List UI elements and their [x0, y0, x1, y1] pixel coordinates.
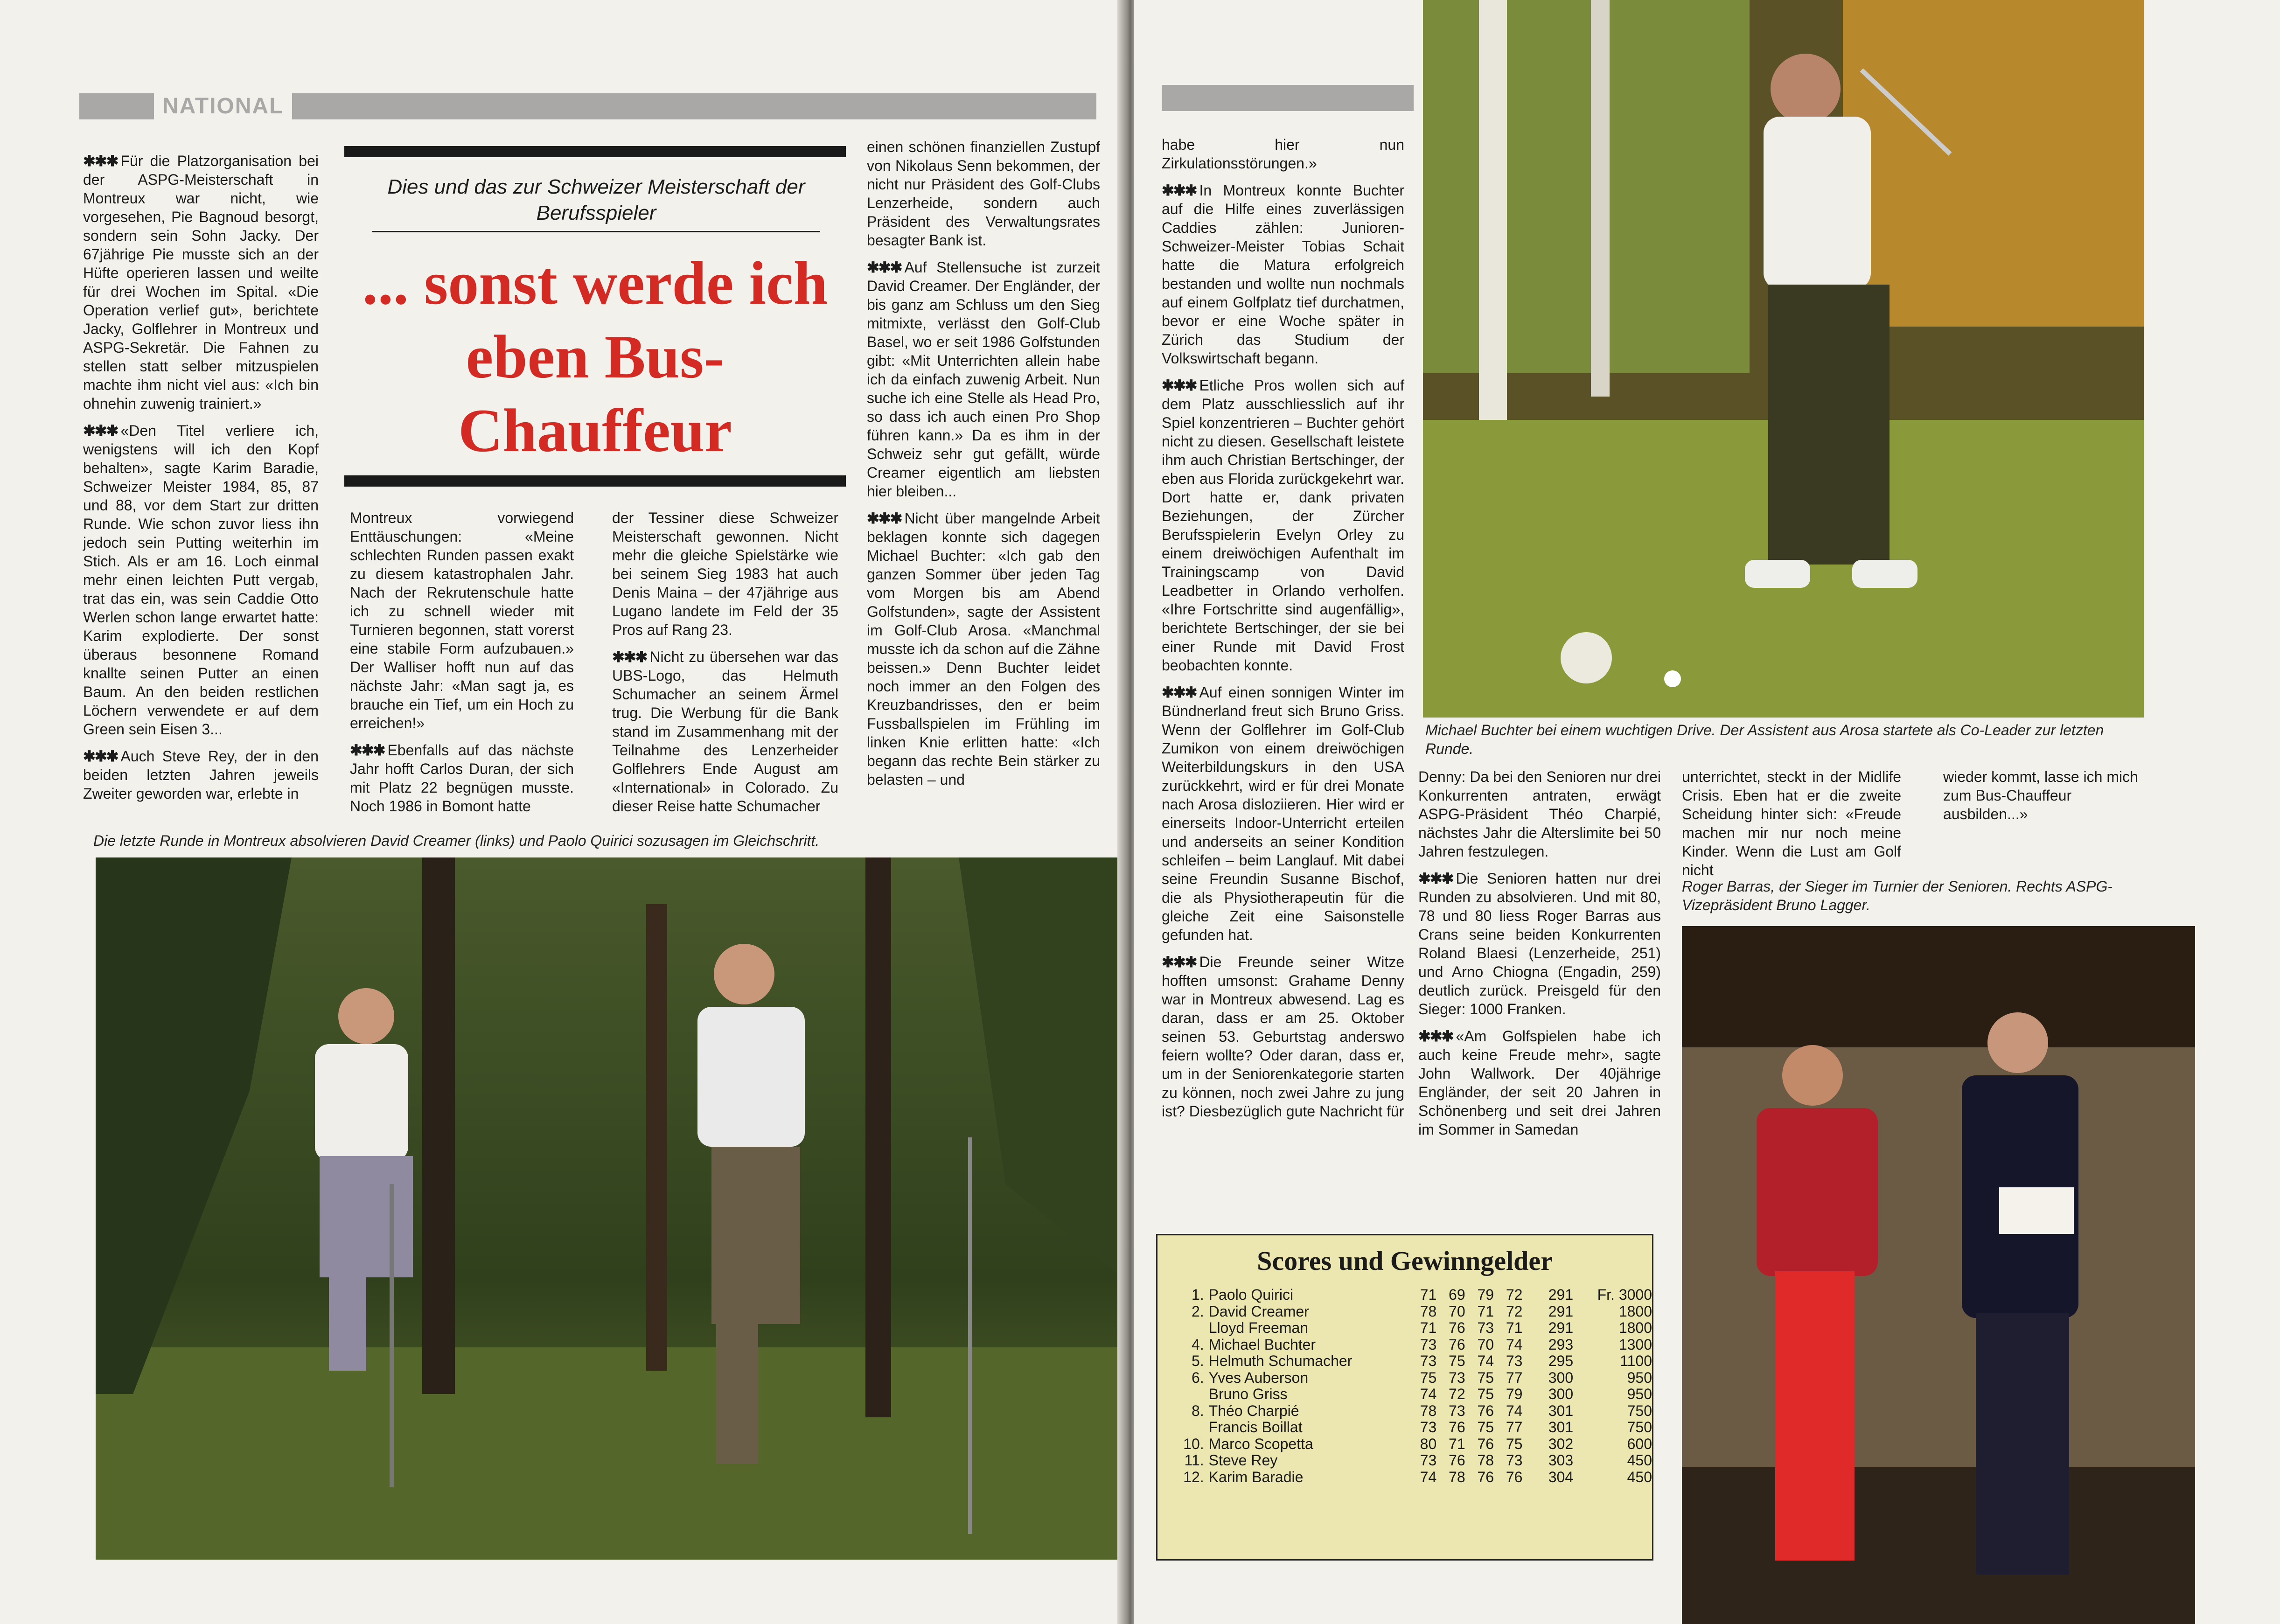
score-cell-total: 301	[1548, 1402, 1574, 1419]
score-cell-r2: 70	[1449, 1303, 1465, 1320]
score-cell-rank: 4.	[1191, 1336, 1204, 1353]
article-column-2	[1418, 767, 1661, 1147]
score-cell-r4: 76	[1506, 1468, 1523, 1485]
right-page	[1134, 0, 2280, 1624]
paragraph: ✱✱✱ In Montreux konnte Buchter auf die Hilfe eines zuverlässigen Caddies zählen: Junioren-Schweizer-Meister Tobias Schait hatte die Matura erfolgreich bestanden und wollte nun nochmals auf einem Golfplatz tief durchatmen, bevor er eine Woche später in Zürich das Studium der Volkswirtschaft begann.	[1162, 182, 1404, 367]
paragraph: ✱✱✱ «Am Golfspielen habe ich auch keine Freude mehr», sagte John Wallwork. Der 40jährige Engländer, der seit 20 Jahren in Schönenberg und seit drei Jahren im Sommer in Samedan	[1418, 1028, 1661, 1138]
paragraph: wieder kommt, lasse ich mich zum Bus-Chauffeur ausbilden...»	[1943, 768, 2138, 822]
article-column-2	[350, 509, 574, 824]
paragraph: der Tessiner diese Schweizer Meisterschaft gewonnen. Nicht mehr die gleiche Spielstärke wie bei seinem Sieg 1983 hat auch Denis Maina – der 47jährige aus Lugano landete im Feld der 35 Pros auf Rang 23.	[612, 509, 838, 638]
golfer-drive-illustration	[1423, 0, 2144, 718]
table-row	[1176, 1403, 1652, 1420]
kicker: Dies und das zur Schweizer Meisterschaft der Berufsspieler	[387, 175, 805, 224]
score-cell-r1: 71	[1420, 1319, 1437, 1336]
score-cell-r3: 75	[1477, 1369, 1494, 1386]
paragraph: ✱✱✱ Für die Platzorganisation bei der ASPG-Meisterschaft in Montreux war nicht, wie vorgesehen, Pie Bagnoud besorgt, sondern sein Sohn Jacky. Der 67jährige Pie musste sich an der Hüfte operieren lassen und weilte für drei Wochen im Spital. «Die Operation verlief gut», berichtete Jacky, Golflehrer in Montreux und ASPG-Sekretär. Die Fahnen zu stellen statt selber mitzuspielen machte ihm nicht viel aus: «Ich bin ohnehin zuwenig trainiert.»	[83, 153, 319, 412]
score-cell-name: Théo Charpié	[1208, 1402, 1299, 1419]
score-cell-prize: 600	[1627, 1435, 1652, 1452]
table-row	[1176, 1469, 1652, 1486]
score-cell-r2: 76	[1449, 1452, 1465, 1469]
left-page	[0, 0, 1127, 1624]
score-cell-total: 301	[1548, 1419, 1574, 1436]
paragraph: ✱✱✱ Ebenfalls auf das nächste Jahr hofft Carlos Duran, der sich mit Platz 22 begnügen musste. Noch 1986 in Bomont hatte	[350, 742, 574, 815]
score-cell-prize: 1800	[1618, 1303, 1652, 1320]
score-cell-r1: 73	[1420, 1452, 1437, 1469]
score-cell-r4: 73	[1506, 1452, 1523, 1469]
article-column-1	[1162, 135, 1404, 1129]
score-cell-r4: 79	[1506, 1386, 1523, 1402]
score-cell-prize: Fr. 3000	[1597, 1286, 1652, 1303]
score-cell-r1: 73	[1420, 1352, 1437, 1369]
score-cell-name: Paolo Quirici	[1208, 1286, 1294, 1303]
score-cell-rank: 8.	[1191, 1402, 1204, 1419]
score-cell-total: 291	[1548, 1286, 1574, 1303]
score-cell-r3: 71	[1477, 1303, 1494, 1320]
score-cell-r1: 78	[1420, 1303, 1437, 1320]
score-cell-name: Lloyd Freeman	[1208, 1319, 1309, 1336]
table-row	[1176, 1386, 1652, 1403]
score-cell-r4: 72	[1506, 1286, 1523, 1303]
score-cell-r1: 74	[1420, 1468, 1437, 1485]
score-cell-prize: 1300	[1618, 1336, 1652, 1353]
score-cell-total: 303	[1548, 1452, 1574, 1469]
score-cell-r4: 74	[1506, 1336, 1523, 1353]
score-cell-rank: 6.	[1191, 1369, 1204, 1386]
paragraph-marker-icon: ✱✱✱	[1418, 870, 1453, 887]
article-column-1	[83, 152, 319, 811]
score-cell-r1: 78	[1420, 1402, 1437, 1419]
table-row	[1176, 1337, 1652, 1353]
article-column-4	[867, 138, 1100, 797]
score-cell-r4: 77	[1506, 1369, 1523, 1386]
table-row	[1176, 1436, 1652, 1453]
score-cell-r2: 76	[1449, 1319, 1465, 1336]
score-cell-r4: 73	[1506, 1352, 1523, 1369]
score-cell-prize: 1100	[1620, 1352, 1652, 1369]
score-cell-r4: 72	[1506, 1303, 1523, 1320]
score-cell-r3: 79	[1477, 1286, 1494, 1303]
score-cell-r3: 78	[1477, 1452, 1494, 1469]
paragraph: ✱✱✱ Auf einen sonnigen Winter im Bündnerland freut sich Bruno Griss. Wenn der Golflehrer im Golf-Club Zumikon von einem dreiwöchigen Weiterbildungskurs in den USA zurückkehrt, wird er für drei Monate nach Arosa disloziieren. Hier wird er einerseits Indoor-Unterricht erteilen und anderseits an seiner Kondition schleifen – beim Langlauf. Mit dabei seine Freundin Susanne Bischof, die als Physiotherapeutin für die gleiche Zeit eine Saisonstelle gefunden hat.	[1162, 684, 1404, 943]
score-cell-r4: 74	[1506, 1402, 1523, 1419]
score-cell-r1: 73	[1420, 1419, 1437, 1436]
score-cell-name: Bruno Griss	[1208, 1386, 1288, 1402]
photo-caption-bottom: Roger Barras, der Sieger im Turnier der Senioren. Rechts ASPG-Vizepräsident Bruno Lagger.	[1682, 878, 2113, 913]
golfers-illustration	[96, 857, 1122, 1560]
score-cell-rank: 2.	[1191, 1303, 1204, 1320]
headline-rule-bottom	[344, 475, 846, 487]
article-column-4	[1943, 767, 2153, 832]
score-cell-r2: 71	[1449, 1435, 1465, 1452]
photo-caption-top: Michael Buchter bei einem wuchtigen Drive. Der Assistent aus Arosa startete als Co-Leader zur letzten Runde.	[1425, 722, 2104, 757]
scores-table-body	[1176, 1287, 1652, 1485]
score-cell-rank: 12.	[1183, 1468, 1204, 1485]
paragraph: unterrichtet, steckt in der Midlife Crisis. Eben hat er die zweite Scheidung hinter sich: «Freude machen mir nur noch meine Kinder. Wenn die Lust am Golf nicht	[1682, 768, 1901, 878]
score-cell-name: Michael Buchter	[1208, 1336, 1316, 1353]
score-cell-rank	[1176, 1419, 1209, 1436]
paragraph: habe hier nun Zirkulationsstörungen.»	[1162, 136, 1404, 172]
score-cell-rank: 5.	[1191, 1352, 1204, 1369]
score-cell-total: 291	[1548, 1303, 1574, 1320]
score-cell-r2: 73	[1449, 1402, 1465, 1419]
paragraph: ✱✱✱ Die Senioren hatten nur drei Runden zu absolvieren. Und mit 80, 78 und 80 liess Roger Barras aus Crans seine beiden Konkurrenten Roland Blaesi (Lenzerheide, 251) und Arno Chiogna (Engadin, 259) deutlich zurück. Preisgeld für den Sieger: 1000 Franken.	[1418, 870, 1661, 1018]
paragraph: ✱✱✱ Auch Steve Rey, der in den beiden letzten Jahren jeweils Zweiter geworden war, erlebte in	[83, 748, 319, 802]
score-cell-prize: 750	[1627, 1402, 1652, 1419]
score-cell-total: 293	[1548, 1336, 1574, 1353]
score-cell-prize: 750	[1627, 1419, 1652, 1436]
score-cell-r4: 71	[1506, 1319, 1523, 1336]
tee-marker	[1561, 632, 1612, 683]
article-column-3	[612, 509, 838, 824]
score-cell-rank: 10.	[1183, 1435, 1204, 1452]
kicker-rule	[372, 231, 820, 232]
paragraph: ✱✱✱ Die Freunde seiner Witze hofften umsonst: Grahame Denny war in Montreux abwesend. Lag es daran, dass er am 25. Oktober seinen 53. Geburtstag anderswo feiern wollte? Oder daran, dass er, um in der Seniorenkategorie starten zu können, noch zwei Jahre zu jung ist? Diesbezüglich gute Nachricht für	[1162, 954, 1404, 1120]
score-cell-r3: 73	[1477, 1319, 1494, 1336]
score-cell-r1: 80	[1420, 1435, 1437, 1452]
paragraph: Montreux vorwiegend Enttäuschungen: «Meine schlechten Runden passen exakt zu diesem katastrophalen Jahr. Nach der Rekrutenschule hatte ich zu schnell wieder mit Turnieren begonnen, statt vorerst eine stabile Form aufzubauen.» Der Walliser hofft nun auf das nächste Jahr: «Man sagt ja, es brauche ein Tief, um ein Hoch zu erreichen!»	[350, 509, 574, 732]
score-cell-r1: 73	[1420, 1336, 1437, 1353]
score-cell-r4: 77	[1506, 1419, 1523, 1436]
score-cell-r3: 74	[1477, 1352, 1494, 1369]
headline: ... sonst werde ich eben Bus-Chauffeur	[362, 249, 828, 465]
score-cell-name: David Creamer	[1208, 1303, 1309, 1320]
table-row	[1176, 1419, 1652, 1436]
score-cell-r2: 76	[1449, 1336, 1465, 1353]
scores-table	[1176, 1287, 1652, 1485]
score-cell-r2: 76	[1449, 1419, 1465, 1436]
score-cell-total: 300	[1548, 1386, 1574, 1402]
score-cell-rank	[1176, 1320, 1209, 1337]
score-cell-r3: 76	[1477, 1402, 1494, 1419]
article-column-3	[1682, 767, 1901, 888]
paragraph-marker-icon: ✱✱✱	[1162, 182, 1197, 199]
score-cell-prize: 950	[1627, 1386, 1652, 1402]
score-cell-name: Karim Baradie	[1208, 1468, 1304, 1485]
seniors-winner-illustration	[1682, 926, 2195, 1624]
score-cell-r2: 75	[1449, 1352, 1465, 1369]
paragraph-marker-icon: ✱✱✱	[1162, 377, 1197, 394]
score-cell-name: Helmuth Schumacher	[1208, 1352, 1353, 1369]
score-cell-r1: 74	[1420, 1386, 1437, 1402]
score-cell-name: Marco Scopetta	[1208, 1435, 1313, 1452]
score-cell-prize: 1800	[1618, 1319, 1652, 1336]
score-cell-prize: 950	[1627, 1369, 1652, 1386]
paragraph-marker-icon: ✱✱✱	[83, 748, 118, 765]
score-cell-total: 302	[1548, 1435, 1574, 1452]
paragraph-marker-icon: ✱✱✱	[1162, 954, 1197, 970]
paragraph: ✱✱✱ Auf Stellensuche ist zurzeit David Creamer. Der Engländer, der bis ganz am Schluss um den Sieg mitmixte, verlässt den Golf-Club Basel, wo er seit 1986 Golfstunden gibt: «Mit Unterrichten allein habe ich da einfach zuwenig Arbeit. Nun suche ich eine Stelle als Head Pro, so dass ich auch einen Pro Shop führen kann.» Da es ihm in der Schweiz sehr gut gefällt, würde Creamer eigentlich am liebsten hier bleiben...	[867, 259, 1100, 500]
paragraph: ✱✱✱ Nicht zu übersehen war das UBS-Logo, das Helmuth Schumacher an seinem Ärmel trug. Die Werbung für die Bank stand im Zusammenhang mit der Teilnahme des Lenzerheider Golflehrers Ende August am «International» in Colorado. Zu dieser Reise hatte Schumacher	[612, 648, 838, 815]
score-cell-r1: 71	[1420, 1286, 1437, 1303]
score-cell-rank: 11.	[1184, 1452, 1204, 1469]
score-cell-r2: 78	[1449, 1468, 1465, 1485]
paragraph: ✱✱✱ Nicht über mangelnde Arbeit beklagen konnte sich dagegen Michael Buchter: «Ich gab den ganzen Sommer über jeden Tag vom Morgen bis am Abend Golfstunden», sagte der Assistent im Golf-Club Arosa. «Manchmal musste ich da schon auf die Zähne beissen.» Denn Buchter leidet noch immer an den Folgen des Kreuzbandrisses, den er beim Fussballspielen im Frühling im linken Knie erlitten hatte: «Ich begann das rechte Bein stärker zu belasten – und	[867, 510, 1100, 788]
table-row	[1176, 1287, 1652, 1303]
table-row	[1176, 1303, 1652, 1320]
score-cell-total: 300	[1548, 1369, 1574, 1386]
table-row	[1176, 1353, 1652, 1370]
photo-two-golfers	[96, 857, 1122, 1560]
score-cell-r4: 75	[1506, 1435, 1523, 1452]
person-right	[1962, 1012, 2078, 1575]
score-cell-r3: 75	[1477, 1386, 1494, 1402]
photo-golfer-drive	[1423, 0, 2144, 718]
score-cell-total: 291	[1548, 1319, 1574, 1336]
paragraph-marker-icon: ✱✱✱	[867, 510, 902, 527]
score-cell-prize: 450	[1627, 1452, 1652, 1469]
table-row	[1176, 1370, 1652, 1387]
paragraph-marker-icon: ✱✱✱	[612, 648, 647, 665]
photo-seniors-winner	[1682, 926, 2195, 1624]
headline-box	[344, 146, 846, 487]
paragraph-marker-icon: ✱✱✱	[83, 422, 118, 439]
paragraph: ✱✱✱ «Den Titel verliere ich, wenigstens will ich den Kopf behalten», sagte Karim Baradie, Schweizer Meister 1984, 85, 87 und 88, vor dem Start zur dritten Runde. Wie schon zuvor liess ihn jedoch sein Putting weiterhin im Stich. Als er am 16. Loch einmal mehr einen leichten Putt vergab, trat das ein, was sein Caddie Otto Werlen schon lange erwartet hatte: Karim explodierte. Der sonst überaus besonnene Romand knallte seinen Putter an einen Baum. An den beiden restlichen Löchern verwendete er auf dem Green sein Eisen 3...	[83, 422, 319, 738]
scores-box	[1156, 1234, 1653, 1561]
score-cell-name: Francis Boillat	[1208, 1419, 1303, 1436]
paragraph-marker-icon: ✱✱✱	[83, 153, 118, 169]
score-cell-name: Yves Auberson	[1208, 1369, 1309, 1386]
scores-title: Scores und Gewinngelder	[1257, 1246, 1553, 1276]
photo-caption: Die letzte Runde in Montreux absolvieren David Creamer (links) und Paolo Quirici sozusagen im Gleichschritt.	[93, 832, 820, 849]
golf-ball	[1664, 670, 1681, 687]
score-cell-r1: 75	[1420, 1369, 1437, 1386]
table-row	[1176, 1452, 1652, 1469]
score-cell-r2: 73	[1449, 1369, 1465, 1386]
paragraph-marker-icon: ✱✱✱	[867, 259, 902, 276]
score-cell-rank	[1176, 1386, 1209, 1403]
score-cell-r2: 72	[1449, 1386, 1465, 1402]
score-cell-rank: 1.	[1191, 1286, 1204, 1303]
paragraph-marker-icon: ✱✱✱	[1162, 684, 1197, 701]
score-cell-r2: 69	[1449, 1286, 1465, 1303]
score-cell-r3: 76	[1477, 1435, 1494, 1452]
score-cell-total: 295	[1548, 1352, 1574, 1369]
paragraph-marker-icon: ✱✱✱	[1418, 1028, 1453, 1045]
score-cell-total: 304	[1548, 1468, 1574, 1485]
score-cell-name: Steve Rey	[1208, 1452, 1278, 1469]
paragraph: ✱✱✱ Etliche Pros wollen sich auf dem Platz ausschliesslich auf ihr Spiel konzentrieren – Buchter gehört nicht zu diesen. Gesellschaft leistete ihm auch Christian Bertschinger, der eben aus Florida zurückgekehrt war. Dort hatte er, dank privaten Beziehungen, der Zürcher Berufsspielerin Evelyn Orley zu einem dreiwöchigen Aufenthalt im Trainingscamp von David Leadbetter in Orlando verholfen. «Ihre Fortschritte sind augenfällig», berichtete Bertschinger, der sie bei einer Runde mit David Frost beobachten konnte.	[1162, 377, 1404, 674]
headline-rule-top	[344, 146, 846, 157]
score-cell-r3: 75	[1477, 1419, 1494, 1436]
score-cell-r3: 76	[1477, 1468, 1494, 1485]
section-bar	[1162, 85, 1414, 111]
score-cell-r3: 70	[1477, 1336, 1494, 1353]
paragraph: einen schönen finanziellen Zustupf von Nikolaus Senn bekommen, der nicht nur Präsident des Golf-Clubs Lenzerheide, sondern auch Präsident des Verwaltungsrates besagter Bank ist.	[867, 139, 1100, 249]
paragraph-marker-icon: ✱✱✱	[350, 742, 385, 759]
table-row	[1176, 1320, 1652, 1337]
section-label: NATIONAL	[154, 93, 292, 119]
paragraph: Denny: Da bei den Senioren nur drei Konkurrenten antraten, erwägt ASPG-Präsident Théo Charpié, nächstes Jahr die Alterslimite bei 50 Jahren festzulegen.	[1418, 768, 1661, 860]
score-cell-prize: 450	[1627, 1468, 1652, 1485]
